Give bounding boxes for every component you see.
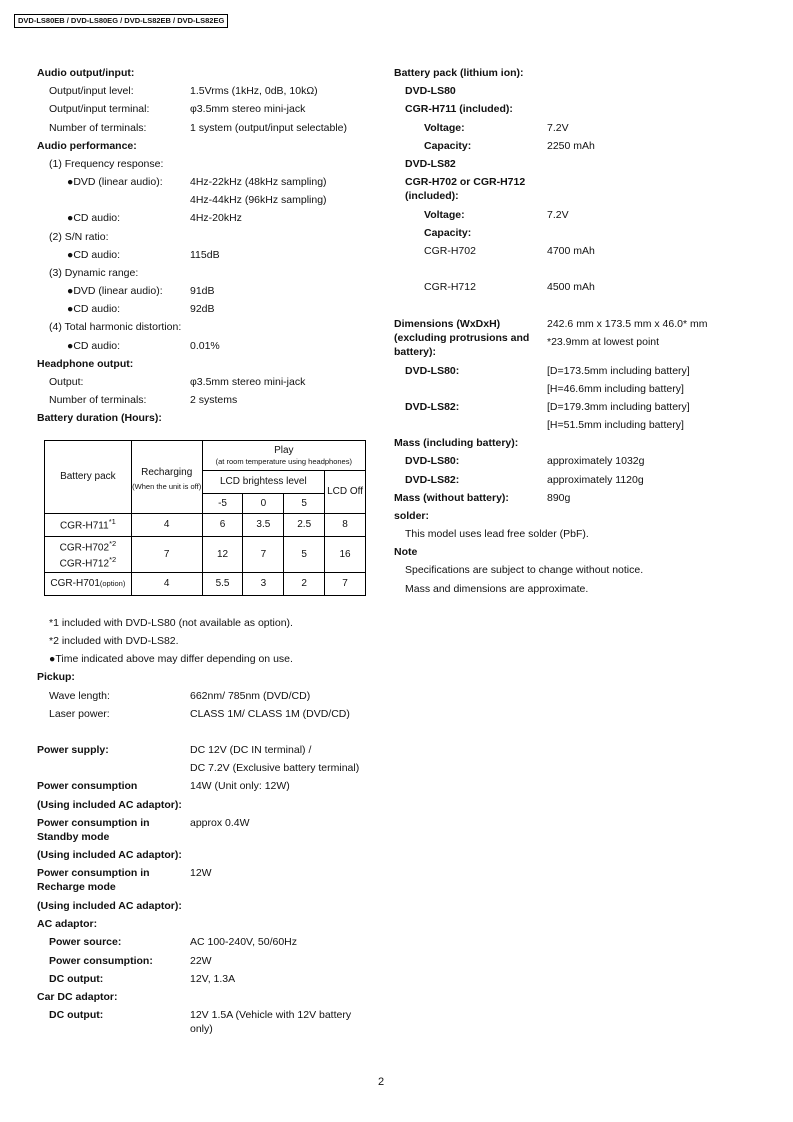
th-level-0: 0 [243, 494, 284, 514]
pickup-wave-label: Wave length: [49, 690, 110, 702]
dr-label: (3) Dynamic range: [49, 267, 139, 279]
dim-ls80-value-1: [D=173.5mm including battery] [547, 365, 690, 377]
battery-h702-capacity: 4700 mAh [547, 245, 595, 257]
car-dc-output-value-2: only) [190, 1023, 213, 1035]
cell-pack [45, 573, 132, 596]
cell-level-0: 7 [243, 537, 284, 573]
th-play-note: (at room temperature using headphones) [215, 457, 352, 466]
dim-ls82-value-1: [D=179.3mm including battery] [547, 401, 690, 413]
mass-ls80-label: DVD-LS80: [405, 455, 460, 467]
audio-io-level-value: 1.5Vrms (1kHz, 0dB, 10kΩ) [190, 85, 318, 97]
battery-h702-label-1: CGR-H702 or CGR-H712 [405, 176, 526, 188]
headphone-count-label: Number of terminals: [49, 394, 147, 406]
cell-lcd-off: 8 [325, 514, 366, 537]
dr-cd-value: 92dB [190, 303, 215, 315]
audio-io-count-label: Number of terminals: [49, 122, 147, 134]
battery-duration-table [44, 440, 366, 596]
power-supply-value-2: DC 7.2V (Exclusive battery terminal) [190, 762, 360, 774]
audio-io-terminal-label: Output/input terminal: [49, 103, 150, 115]
power-consumption-value: 14W (Unit only: 12W) [190, 780, 290, 792]
footnote-3: ●Time indicated above may differ depending on use. [49, 653, 293, 665]
footnote-mark: *2 [109, 554, 117, 564]
footnote-1: *1 included with DVD-LS80 (not available as option). [49, 617, 293, 629]
freq-dvd-value-2: 4Hz-44kHz (96kHz sampling) [190, 194, 327, 206]
th-recharging [131, 441, 202, 514]
table-row [45, 537, 366, 573]
battery-voltage-label-2: Voltage: [424, 209, 465, 221]
using-ac-adaptor-1: (Using included AC adaptor): [37, 799, 182, 811]
cell-lcd-off: 16 [325, 537, 366, 573]
thd-cd-label: ●CD audio: [67, 340, 121, 352]
option-note: (option) [99, 579, 126, 588]
cell-pack [45, 537, 132, 573]
pack-name: CGR-H702 [59, 542, 110, 554]
dim-ls80-value-2: [H=46.6mm including battery] [547, 383, 684, 395]
freq-cd-label: ●CD audio: [67, 212, 121, 224]
pack-name: CGR-H701 [50, 578, 100, 589]
car-adaptor-title: Car DC adaptor: [37, 991, 118, 1003]
battery-h711-label: CGR-H711 (included): [405, 103, 513, 115]
ac-adaptor-title: AC adaptor: [37, 918, 98, 930]
th-lcd-level: LCD brightess level [202, 471, 324, 494]
mass-ls82-value: approximately 1120g [547, 474, 644, 486]
dimensions-title-2: (excluding protrusions and [394, 332, 530, 344]
ac-source-label: Power source: [49, 936, 122, 948]
battery-ls82-label: DVD-LS82 [405, 158, 456, 170]
freq-label: (1) Frequency response: [49, 158, 164, 170]
battery-capacity-label-2: Capacity: [424, 227, 472, 239]
battery-h712-capacity: 4500 mAh [547, 281, 595, 293]
battery-voltage-value-1: 7.2V [547, 122, 569, 134]
cell-level-0: 3 [243, 573, 284, 596]
sn-cd-value: 115dB [190, 249, 220, 261]
freq-dvd-label: ●DVD (linear audio): [67, 176, 163, 188]
mass-without-label: Mass (without battery): [394, 492, 509, 504]
headphone-title: Headphone output: [37, 358, 134, 370]
headphone-output-label: Output: [49, 376, 84, 388]
page-number: 2 [378, 1076, 385, 1088]
battery-pack-title: Battery pack (lithium ion): [394, 67, 524, 79]
dimensions-title-3: battery): [394, 346, 437, 358]
table-row [45, 514, 366, 537]
thd-cd-value: 0.01% [190, 340, 220, 352]
headphone-output-value: φ3.5mm stereo mini-jack [190, 376, 306, 388]
dim-ls82-value-2: [H=51.5mm including battery] [547, 419, 684, 431]
battery-h702-label-2: (included): [405, 190, 459, 202]
standby-value: approx 0.4W [190, 817, 250, 829]
ac-dc-output-label: DC output: [49, 973, 104, 985]
audio-perf-title: Audio performance: [37, 140, 137, 152]
th-recharging-note: (When the unit is off) [132, 482, 202, 491]
pickup-title: Pickup: [37, 671, 75, 683]
car-dc-output-value-1: 12V 1.5A (Vehicle with 12V battery [190, 1009, 352, 1021]
standby-label-1: Power consumption in [37, 817, 150, 829]
cell-recharging: 4 [131, 514, 202, 537]
battery-h712-name: CGR-H712 [424, 281, 476, 293]
power-supply-value-1: DC 12V (DC IN terminal) / [190, 744, 312, 756]
cell-lcd-off: 7 [325, 573, 366, 596]
th-level-5: 5 [284, 494, 325, 514]
model-header: DVD-LS80EB / DVD-LS80EG / DVD-LS82EB / DVD-LS82EG [14, 14, 228, 28]
sn-cd-label: ●CD audio: [67, 249, 121, 261]
standby-label-2: Standby mode [37, 831, 110, 843]
ac-dc-output-value: 12V, 1.3A [190, 973, 236, 985]
pack-name: CGR-H712 [59, 557, 110, 569]
battery-capacity-label-1: Capacity: [424, 140, 472, 152]
cell-recharging: 7 [131, 537, 202, 573]
dimensions-value-1: 242.6 mm x 173.5 mm x 46.0* mm [547, 318, 708, 330]
audio-io-level-label: Output/input level: [49, 85, 134, 97]
mass-title: Mass (including battery): [394, 437, 519, 449]
footnote-2: *2 included with DVD-LS82. [49, 635, 179, 647]
dr-dvd-label: ●DVD (linear audio): [67, 285, 163, 297]
mass-without-value: 890g [547, 492, 571, 504]
ac-source-value: AC 100-240V, 50/60Hz [190, 936, 298, 948]
battery-duration-title: Battery duration (Hours): [37, 412, 162, 424]
cell-level-0: 3.5 [243, 514, 284, 537]
battery-voltage-value-2: 7.2V [547, 209, 569, 221]
note-title: Note [394, 546, 418, 558]
dim-ls80-label: DVD-LS80: [405, 365, 460, 377]
cell-level-5: 2.5 [284, 514, 325, 537]
power-consumption-label: Power consumption [37, 780, 138, 792]
pickup-laser-value: CLASS 1M/ CLASS 1M (DVD/CD) [190, 708, 350, 720]
cell-level-5: 2 [284, 573, 325, 596]
battery-h702-name: CGR-H702 [424, 245, 476, 257]
car-dc-output-label: DC output: [49, 1009, 104, 1021]
headphone-count-value: 2 systems [190, 394, 238, 406]
th-level-minus5: -5 [202, 494, 243, 514]
cell-recharging: 4 [131, 573, 202, 596]
footnote-mark: *2 [109, 539, 117, 549]
freq-cd-value: 4Hz-20kHz [190, 212, 242, 224]
freq-dvd-value-1: 4Hz-22kHz (48kHz sampling) [190, 176, 327, 188]
dr-cd-label: ●CD audio: [67, 303, 121, 315]
pack-name: CGR-H711 [59, 520, 109, 532]
th-battery-pack: Battery pack [45, 441, 132, 514]
audio-io-title: Audio output/input: [37, 67, 135, 79]
battery-capacity-value-1: 2250 mAh [547, 140, 595, 152]
table-row [45, 573, 366, 596]
battery-ls80-label: DVD-LS80 [405, 85, 456, 97]
solder-title: solder: [394, 510, 430, 522]
th-lcd-off: LCD Off [325, 471, 366, 514]
cell-pack [45, 514, 132, 537]
using-ac-adaptor-2: (Using included AC adaptor): [37, 849, 182, 861]
note-line-1: Specifications are subject to change without notice. [405, 564, 644, 576]
th-play [202, 441, 365, 471]
pickup-wave-value: 662nm/ 785nm (DVD/CD) [190, 690, 311, 702]
audio-io-count-value: 1 system (output/input selectable) [190, 122, 347, 134]
ac-consumption-label: Power consumption: [49, 955, 153, 967]
battery-voltage-label-1: Voltage: [424, 122, 465, 134]
dr-dvd-value: 91dB [190, 285, 215, 297]
pickup-laser-label: Laser power: [49, 708, 110, 720]
cell-level-minus5: 5.5 [202, 573, 243, 596]
dimensions-value-2: *23.9mm at lowest point [547, 336, 660, 348]
sn-label: (2) S/N ratio: [49, 231, 109, 243]
note-line-2: Mass and dimensions are approximate. [405, 583, 589, 595]
ac-consumption-value: 22W [190, 955, 212, 967]
audio-io-terminal-value: φ3.5mm stereo mini-jack [190, 103, 306, 115]
mass-ls82-label: DVD-LS82: [405, 474, 460, 486]
cell-level-minus5: 12 [202, 537, 243, 573]
power-supply-label: Power supply: [37, 744, 109, 756]
using-ac-adaptor-3: (Using included AC adaptor): [37, 900, 182, 912]
solder-text: This model uses lead free solder (PbF). [405, 528, 589, 540]
th-play-label: Play [274, 445, 294, 456]
cell-level-minus5: 6 [202, 514, 243, 537]
th-recharging-label: Recharging [141, 467, 193, 478]
dim-ls82-label: DVD-LS82: [405, 401, 460, 413]
mass-ls80-value: approximately 1032g [547, 455, 645, 467]
cell-level-5: 5 [284, 537, 325, 573]
recharge-value: 12W [190, 867, 212, 879]
dimensions-title-1: Dimensions (WxDxH) [394, 318, 501, 330]
footnote-mark: *1 [108, 517, 116, 527]
recharge-label-1: Power consumption in [37, 867, 150, 879]
thd-label: (4) Total harmonic distortion: [49, 321, 182, 333]
recharge-label-2: Recharge mode [37, 881, 116, 893]
